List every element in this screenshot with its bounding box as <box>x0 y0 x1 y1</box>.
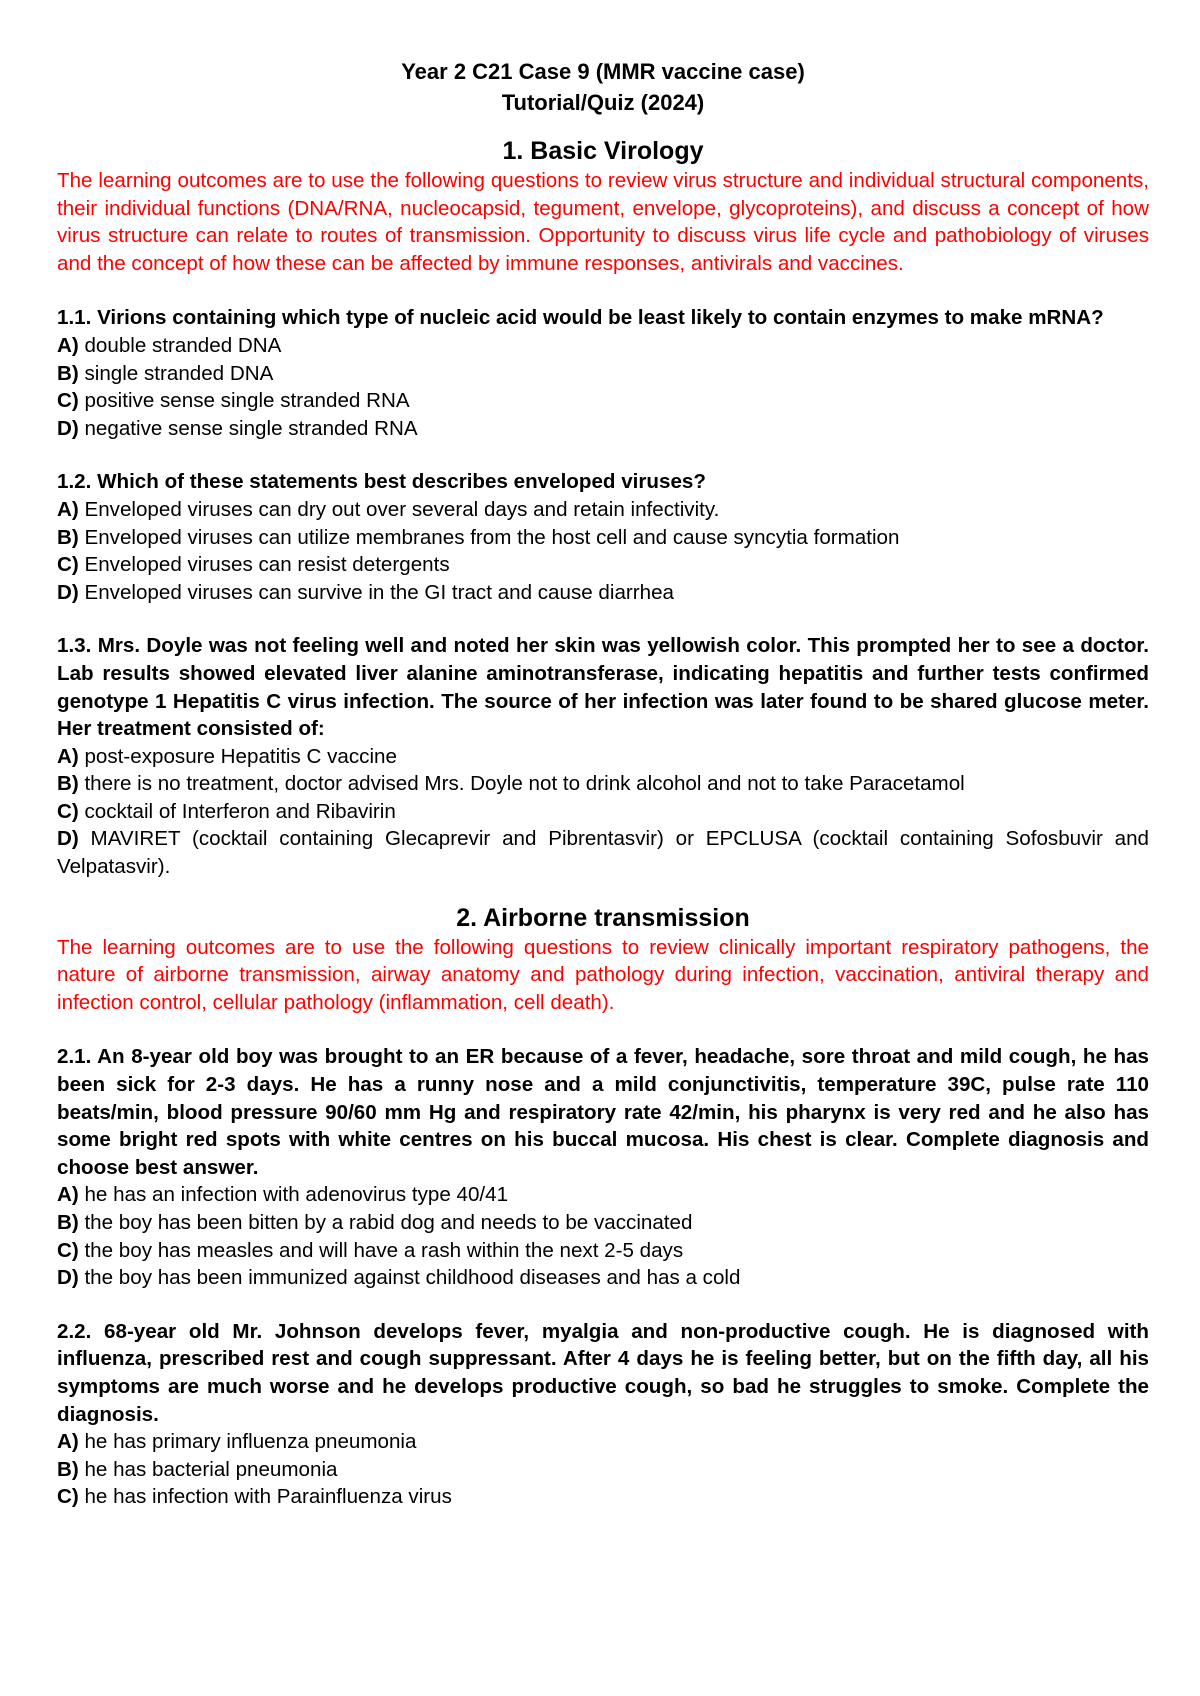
answer-option <box>57 798 1149 826</box>
option-letter: B) <box>57 361 79 385</box>
option-letter: D) <box>57 827 79 851</box>
answer-option <box>57 1456 1149 1484</box>
answer-option <box>57 1181 1149 1209</box>
option-letter: D) <box>57 416 79 440</box>
question-1-1 <box>57 304 1149 442</box>
section-basic-virology <box>57 136 1149 881</box>
answer-option <box>57 496 1149 524</box>
learning-outcomes: The learning outcomes are to use the following questions to review virus structure and individual structural components, their individual functions (DNA/RNA, nucleocapsid, tegument, envelope, glycoproteins), and discuss a concept of how virus structure can relate to routes of transmission. Opportunity to discuss virus life cycle and pathobiology of viruses and the concept of how these can be affected by immune responses, antivirals and vaccines. <box>57 169 1149 275</box>
option-letter: D) <box>57 580 79 604</box>
option-letter: B) <box>57 1211 79 1234</box>
option-text: there is no treatment, doctor advised Mrs. Doyle not to drink alcohol and not to take Paracetamol <box>78 772 965 796</box>
option-text: Enveloped viruses can utilize membranes from the host cell and cause syncytia formation <box>78 525 900 549</box>
option-letter: C) <box>57 1485 79 1509</box>
option-text: the boy has been bitten by a rabid dog and needs to be vaccinated <box>78 1211 693 1234</box>
question-2-2 <box>57 1318 1149 1511</box>
answer-options <box>57 332 1149 442</box>
option-letter: C) <box>57 553 79 577</box>
option-text: he has an infection with adenovirus type 40/41 <box>78 1183 509 1207</box>
question-text: 1.1. Virions containing which type of nucleic acid would be least likely to contain enzymes to make mRNA? <box>57 306 1104 330</box>
option-letter: B) <box>57 525 79 549</box>
option-text: Enveloped viruses can resist detergents <box>78 553 450 577</box>
option-letter: C) <box>57 1238 79 1262</box>
question-text: 2.1. An 8-year old boy was brought to an ER because of a fever, headache, sore throat and mild cough, he has been sick for 2-3 days. He has a runny nose and a mild conjunctivitis, temperature 39C, pulse rate 110 beats/min, blood pressure 90/60 mm Hg and respiratory rate 42/min, his pharynx is very red and he also has some bright red spots with white centres on his buccal mucosa. His chest is clear. Complete diagnosis and choose best answer. <box>57 1045 1149 1179</box>
answer-option <box>57 825 1149 880</box>
option-text: the boy has been immunized against childhood diseases and has a cold <box>78 1266 741 1290</box>
answer-option <box>57 551 1149 579</box>
option-letter: A) <box>57 744 79 768</box>
option-letter: A) <box>57 1183 79 1207</box>
question-text: 2.2. 68-year old Mr. Johnson develops fever, myalgia and non-productive cough. He is diagnosed with influenza, prescribed rest and cough suppressant. After 4 days he is feeling better, but on the fifth day, all his symptoms are much worse and he develops productive cough, so bad he struggles to smoke. Complete the diagnosis. <box>57 1319 1149 1426</box>
answer-option <box>57 743 1149 771</box>
option-text: single stranded DNA <box>78 361 274 385</box>
option-text: MAVIRET (cocktail containing Glecaprevir and Pibrentasvir) or EPCLUSA (cocktail containing Sofosbuvir and Velpatasvir). <box>57 827 1149 879</box>
option-letter: D) <box>57 1266 79 1290</box>
answer-option <box>57 387 1149 415</box>
answer-option <box>57 1264 1149 1292</box>
title-line-2: Tutorial/Quiz (2024) <box>501 90 705 115</box>
option-text: the boy has measles and will have a rash within the next 2-5 days <box>78 1238 684 1262</box>
option-text: positive sense single stranded RNA <box>78 389 410 413</box>
option-text: he has bacterial pneumonia <box>78 1457 338 1481</box>
option-text: cocktail of Interferon and Ribavirin <box>78 799 396 823</box>
answer-option <box>57 1209 1149 1237</box>
section-airborne-transmission <box>57 903 1149 1511</box>
document-page <box>57 56 1149 1511</box>
section-heading: 1. Basic Virology <box>502 137 704 165</box>
option-text: he has primary influenza pneumonia <box>78 1430 417 1454</box>
option-letter: B) <box>57 772 79 796</box>
option-letter: A) <box>57 1430 79 1454</box>
option-text: he has infection with Parainfluenza virus <box>78 1485 452 1509</box>
answer-options <box>57 1181 1149 1291</box>
answer-option <box>57 524 1149 552</box>
question-1-3 <box>57 632 1149 880</box>
answer-option <box>57 1237 1149 1265</box>
section-heading: 2. Airborne transmission <box>456 903 750 932</box>
answer-option <box>57 1483 1149 1511</box>
option-text: negative sense single stranded RNA <box>78 416 418 440</box>
question-1-2 <box>57 468 1149 606</box>
document-title <box>57 56 1149 118</box>
answer-option <box>57 332 1149 360</box>
answer-options <box>57 496 1149 606</box>
option-text: double stranded DNA <box>78 333 282 357</box>
answer-options <box>57 1428 1149 1511</box>
option-text: Enveloped viruses can survive in the GI tract and cause diarrhea <box>78 580 674 604</box>
answer-option <box>57 770 1149 798</box>
answer-option <box>57 1428 1149 1456</box>
option-letter: B) <box>57 1457 79 1481</box>
question-text: 1.2. Which of these statements best describes enveloped viruses? <box>57 470 706 494</box>
option-letter: A) <box>57 497 79 521</box>
option-letter: A) <box>57 333 79 357</box>
learning-outcomes: The learning outcomes are to use the following questions to review clinically important respiratory pathogens, the nature of airborne transmission, airway anatomy and pathology during infection, vaccination, antiviral therapy and infection control, cellular pathology (inflammation, cell death). <box>57 935 1149 1014</box>
option-text: Enveloped viruses can dry out over several days and retain infectivity. <box>78 497 720 521</box>
answer-option <box>57 579 1149 607</box>
answer-option <box>57 360 1149 388</box>
title-line-1: Year 2 C21 Case 9 (MMR vaccine case) <box>401 59 805 84</box>
option-letter: C) <box>57 799 79 823</box>
answer-option <box>57 415 1149 443</box>
question-2-1 <box>57 1043 1149 1291</box>
option-text: post-exposure Hepatitis C vaccine <box>78 744 397 768</box>
option-letter: C) <box>57 389 79 413</box>
answer-options <box>57 743 1149 881</box>
question-text: 1.3. Mrs. Doyle was not feeling well and noted her skin was yellowish color. This prompted her to see a doctor. Lab results showed elevated liver alanine aminotransferase, indicating hepatitis and further tests confirmed genotype 1 Hepatitis C virus infection. The source of her infection was later found to be shared glucose meter. Her treatment consisted of: <box>57 634 1149 741</box>
